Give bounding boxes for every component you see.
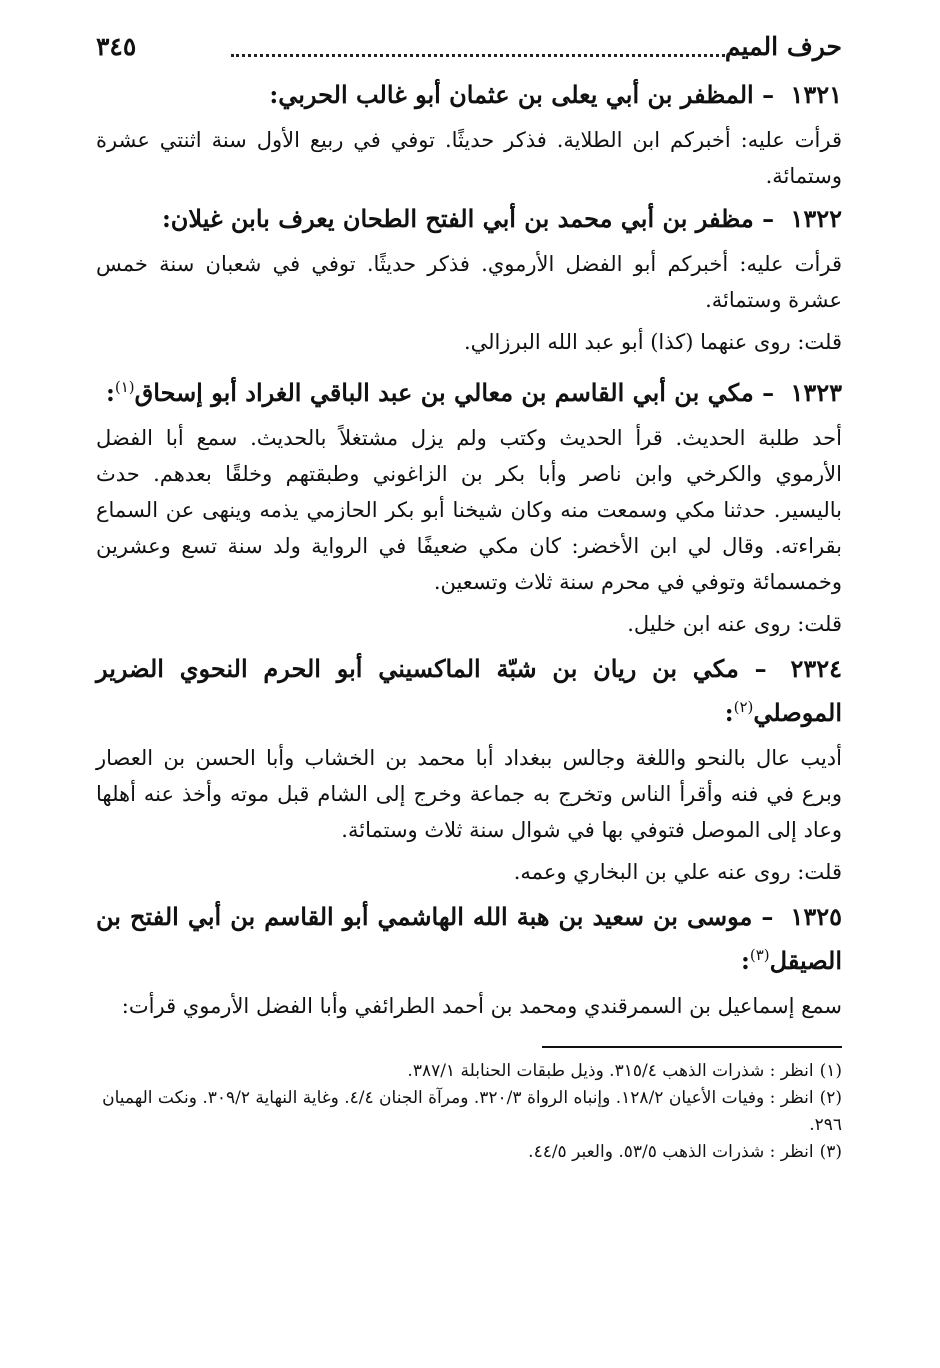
footnote-text: انظر : شذرات الذهب ٥٣/٥. والعبر ٤٤/٥. (528, 1142, 814, 1162)
entry-number: ١٣٢٢ (790, 204, 842, 233)
page-number: ٣٤٥ (96, 32, 137, 61)
footnote (96, 1058, 842, 1085)
footnote-mark: (١) (819, 1061, 842, 1081)
footnote-reference[interactable]: (٣) (749, 946, 770, 964)
dotted-leader (231, 54, 730, 57)
entry-title: مكي بن أبي القاسم بن معالي بن عبد الباقي الغراد أبو إسحاق (134, 378, 754, 407)
footnote-text: انظر : وفيات الأعيان ١٢٨/٢. وإنباه الرواة ٣٢٠/٣. ومرآة الجنان ٤/٤. وغاية النهاية ٣٠٩/٢. ونكت الهميان ٢٩٦. (102, 1088, 842, 1135)
entry-note: قلت: روى عنه ابن خليل. (627, 612, 842, 636)
entry-note: قلت: روى عنهما (كذا) أبو عبد الله البرزالي. (463, 330, 842, 354)
entry-heading: ١٣٢٢ – مظفر بن أبي محمد بن أبي الفتح الطحان يعرف بابن غيلان: (161, 204, 842, 233)
entry-note: قلت: روى عنه علي بن البخاري وعمه. (513, 860, 842, 884)
entry-heading: ١٣٢٣ – مكي بن أبي القاسم بن معالي بن عبد الباقي الغراد أبو إسحاق$^{(١)}$: (106, 378, 842, 407)
entry-heading: ٢٣٢٤ – مكي بن ريان بن شبّة الماكسيني أبو الحرم النحوي الضرير الموصلي$^{(٢)}$: (96, 654, 842, 727)
footnote-reference[interactable]: (٢) (733, 698, 754, 716)
footnote-divider (542, 1046, 842, 1048)
entry-number: ١٣٢٥ (790, 902, 843, 931)
footnote-mark: (٣) (819, 1142, 842, 1162)
footnote (96, 1085, 842, 1139)
footnote (96, 1139, 842, 1166)
entry-body: قرأت عليه: أخبركم أبو الفضل الأرموي. فذكر حديثًا. توفي في شعبان سنة خمس عشرة وستمائة. (96, 252, 842, 312)
footnote-reference[interactable]: (١) (114, 378, 135, 396)
entry-number: ١٣٢١ (790, 80, 842, 109)
entry-body: أحد طلبة الحديث. قرأ الحديث وكتب ولم يزل مشتغلاً بالحديث. سمع أبا الفضل الأرموي والكرخي وابن ناصر وأبا بكر بن الزاغوني وطبقتهم وخلقًا بعدهم. حدث باليسير. حدثنا مكي وسمعت منه وكان شيخنا أبو بكر الحازمي يذمه وينهى عن السماع بقراءته. وقال لي ابن الأخضر: كان مكي ضعيفًا في الرواية ولد سنة تسع وعشرين وخمسمائة وتوفي في محرم سنة ثلاث وتسعين. (96, 426, 842, 594)
entry-heading: ١٣٢٥ – موسى بن سعيد بن هبة الله الهاشمي أبو القاسم بن أبي الفتح بن الصيقل$^{(٣)}$: (96, 902, 843, 975)
entry-body: سمع إسماعيل بن السمرقندي ومحمد بن أحمد الطرائفي وأبا الفضل الأرموي قرأت: (121, 994, 842, 1018)
entry-heading: ١٣٢١ – المظفر بن أبي يعلى بن عثمان أبو غالب الحربي: (269, 80, 842, 109)
entry-title: مظفر بن أبي محمد بن أبي الفتح الطحان يعرف بابن غيلان: (161, 204, 754, 233)
entry-number: ٢٣٢٤ (790, 654, 842, 683)
footnote-mark: (٢) (819, 1088, 842, 1108)
footnote-text: انظر : شذرات الذهب ٣١٥/٤. وذيل طبقات الحنابلة ٣٨٧/١. (407, 1061, 814, 1081)
entry-title: المظفر بن أبي يعلى بن عثمان أبو غالب الحربي: (269, 80, 754, 109)
entry-body: قرأت عليه: أخبركم ابن الطلاية. فذكر حديثًا. توفي في ربيع الأول سنة اثنتي عشرة وستمائة. (96, 128, 842, 188)
entry-title: مكي بن ريان بن شبّة الماكسيني أبو الحرم النحوي الضرير الموصلي (96, 654, 842, 727)
entry-number: ١٣٢٣ (790, 378, 842, 407)
entry-title: موسى بن سعيد بن هبة الله الهاشمي أبو القاسم بن أبي الفتح بن الصيقل (96, 902, 842, 975)
running-head (96, 30, 842, 70)
section-title: حرف الميم (724, 32, 842, 61)
entry-body: أديب عال بالنحو واللغة وجالس ببغداد أبا محمد بن الخشاب وأبا الحسن بن العصار وبرع في فنه وأقرأ الناس وتخرج به جماعة وخرج إلى الشام قبل موته وأخذ عنه أهلها وعاد إلى الموصل فتوفي بها في شوال سنة ثلاث وستمائة. (96, 746, 842, 842)
